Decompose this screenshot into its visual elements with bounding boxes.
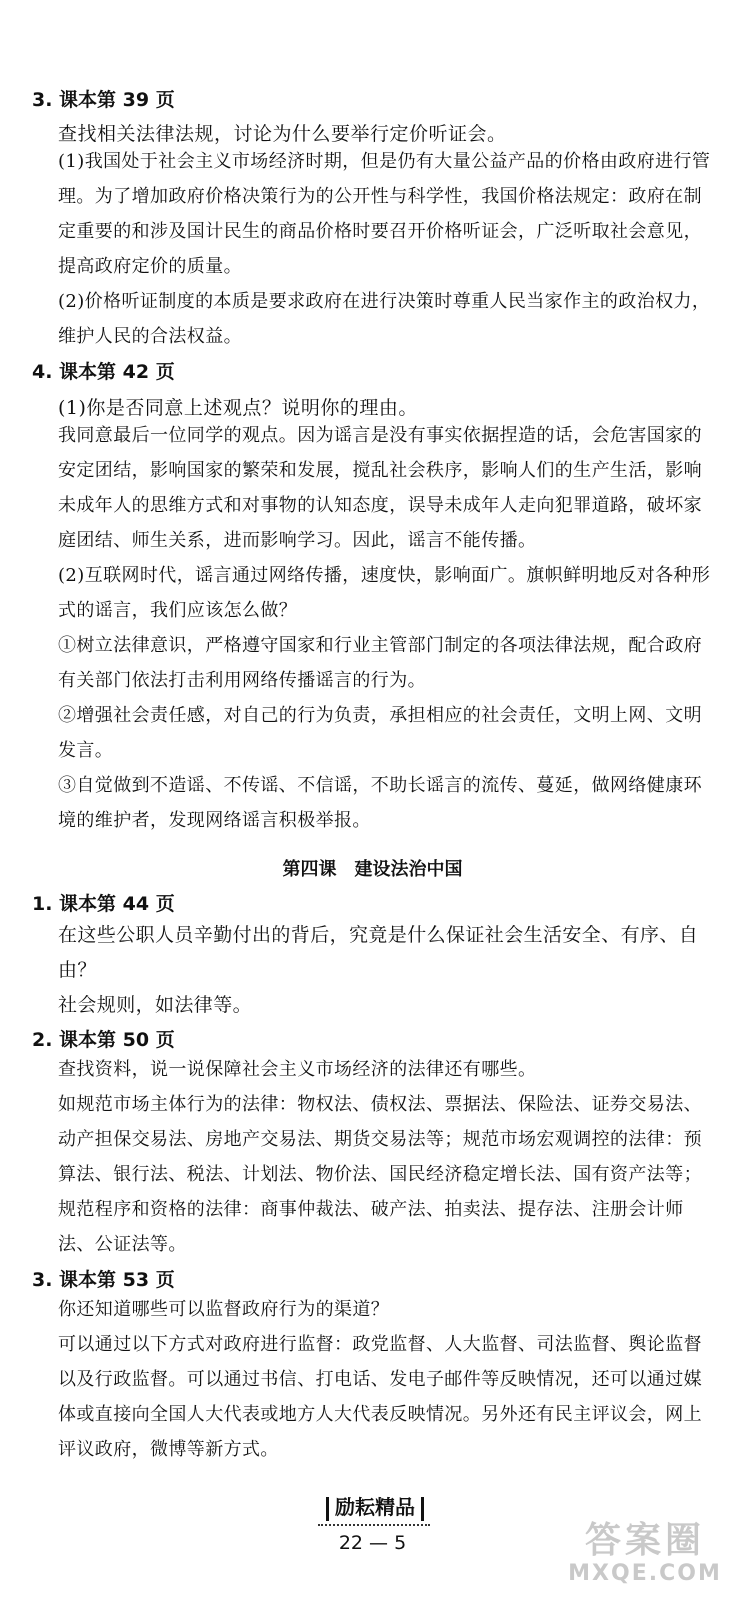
question-text: 在这些公职人员辛勤付出的背后，究竟是什么保证社会生活安全、有序、自由？ xyxy=(58,924,699,981)
question-text: 你还知道哪些可以监督政府行为的渠道？ xyxy=(58,1299,390,1320)
watermark-logo-text: 答案圈 xyxy=(584,1520,705,1561)
question-text: (1)你是否同意上述观点？说明你的理由。 xyxy=(58,397,418,419)
lesson-title: 第四课 建设法治中国 xyxy=(282,859,463,880)
answer-paragraph: 如规范市场主体行为的法律：物权法、债权法、票据法、保险法、证券交易法、动产担保交易法、房地产交易法、期货交易法等；规范市场宏观调控的法律：预算法、银行法、税法、计划法、物价法、国民经济稳定增长法、国有资产法等；规范程序和资格的法律：商事仲裁法、破产法、拍卖法、提存法、注册会计师法、公证法等。 xyxy=(58,1094,702,1255)
answer-block xyxy=(58,1052,718,1262)
answer-paragraph: (2)价格听证制度的本质是要求政府在进行决策时尊重人民当家作主的政治权力，维护人民的合法权益。 xyxy=(58,291,711,347)
answer-paragraph: (1)我国处于社会主义市场经济时期，但是仍有大量公益产品的价格由政府进行管理。为了增加政府价格决策行为的公开性与科学性，我国价格法规定：政府在制定重要的和涉及国计民生的商品价格时要召开价格听证会，广泛听取社会意见，提高政府定价的质量。 xyxy=(58,151,711,277)
answer-paragraph: ①树立法律意识，严格遵守国家和行业主管部门制定的各项法律法规，配合政府有关部门依法打击利用网络传播谣言的行为。 xyxy=(58,635,702,691)
section-heading: 2. 课本第 50 页 xyxy=(32,1029,175,1051)
answer-block xyxy=(58,1292,718,1467)
answer-block xyxy=(58,918,718,1023)
question-text: 查找相关法律法规，讨论为什么要举行定价听证会。 xyxy=(58,123,507,145)
answer-paragraph: 我同意最后一位同学的观点。因为谣言是没有事实依据捏造的话，会危害国家的安定团结，影响国家的繁荣和发展，搅乱社会秩序，影响人们的生产生活，影响未成年人的思维方式和对事物的认知态度，误导未成年人走向犯罪道路，破坏家庭团结、师生关系，进而影响学习。因此，谣言不能传播。 xyxy=(58,425,702,551)
brand-bar-left xyxy=(326,1497,329,1521)
answer-paragraph: ②增强社会责任感，对自己的行为负责，承担相应的社会责任，文明上网、文明发言。 xyxy=(58,705,702,761)
answer-paragraph: ③自觉做到不造谣、不传谣、不信谣，不助长谣言的流传、蔓延，做网络健康环境的维护者，发现网络谣言积极举报。 xyxy=(58,775,702,831)
section-heading: 4. 课本第 42 页 xyxy=(32,361,175,383)
question-text: 查找资料，说一说保障社会主义市场经济的法律还有哪些。 xyxy=(58,1059,537,1080)
section-heading: 3. 课本第 39 页 xyxy=(32,89,175,111)
section-heading: 1. 课本第 44 页 xyxy=(32,893,175,915)
section-heading: 3. 课本第 53 页 xyxy=(32,1269,175,1291)
watermark-url: MXQE.COM xyxy=(568,1561,722,1586)
answer-paragraph: 社会规则，如法律等。 xyxy=(58,994,253,1016)
answer-paragraph: 可以通过以下方式对政府进行监督：政党监督、人大监督、司法监督、舆论监督以及行政监督。可以通过书信、打电话、发电子邮件等反映情况，还可以通过媒体或直接向全国人大代表或地方人大代表反映情况。另外还有民主评议会，网上评议政府，微博等新方式。 xyxy=(58,1334,702,1460)
answer-block xyxy=(58,418,718,838)
page-number: 22 — 5 xyxy=(338,1532,407,1554)
answer-block xyxy=(58,144,718,354)
watermark xyxy=(555,1520,735,1595)
answer-paragraph: (2)互联网时代，谣言通过网络传播，速度快，影响面广。旗帜鲜明地反对各种形式的谣言，我们应该怎么做？ xyxy=(58,565,711,621)
brand-bar-right xyxy=(421,1497,424,1521)
brand-logo xyxy=(310,1492,440,1522)
brand-text: 励耘精品 xyxy=(335,1495,415,1519)
brand-divider xyxy=(318,1524,430,1526)
